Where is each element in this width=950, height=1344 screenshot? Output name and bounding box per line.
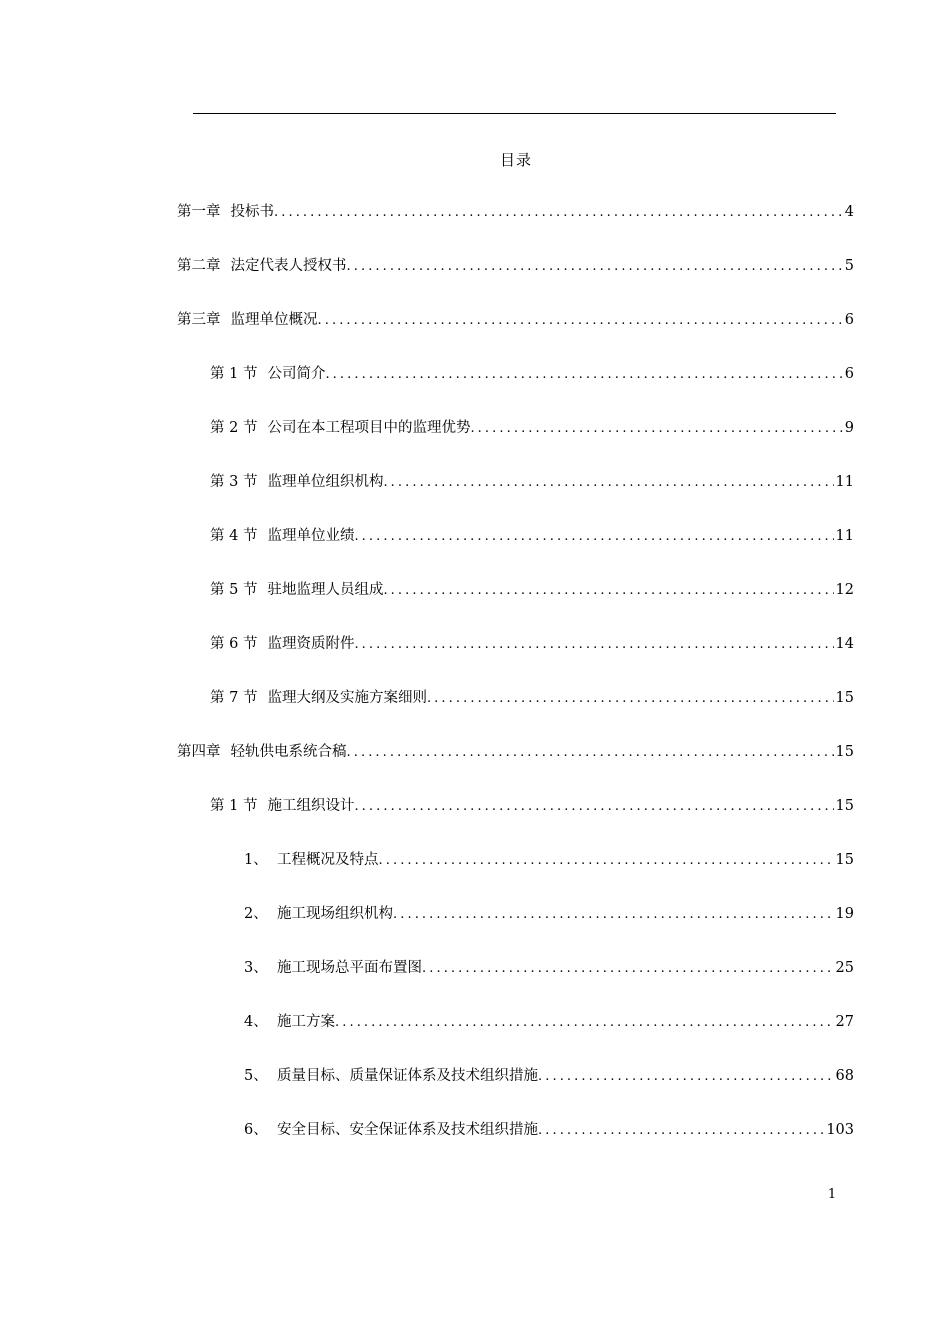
toc-entry-text: 施工现场总平面布置图 <box>277 960 422 976</box>
toc-entry-text: 安全目标、安全保证体系及技术组织措施 <box>277 1122 538 1138</box>
toc-entry-number: 第二章 <box>177 258 221 274</box>
toc-entry[interactable] <box>210 524 854 548</box>
page-number: 1 <box>827 1187 837 1202</box>
toc-entry-number: 第 1 节 <box>210 798 258 814</box>
toc-entry-page: 15 <box>835 852 854 868</box>
toc-dot-leader <box>347 255 843 279</box>
toc-entry-page: 6 <box>844 366 854 382</box>
toc-entry-text: 投标书 <box>230 204 274 220</box>
toc-title: 目录 <box>499 151 532 169</box>
toc-dot-leader <box>538 1065 834 1089</box>
toc-entry-number: 第 3 节 <box>210 474 258 490</box>
toc-entry-label <box>244 902 393 926</box>
toc-entry[interactable] <box>244 956 854 980</box>
toc-dot-leader <box>335 1011 834 1035</box>
toc-entry-number: 3、 <box>244 960 268 976</box>
toc-dot-leader <box>538 1119 824 1143</box>
toc-entry-number: 2、 <box>244 906 268 922</box>
toc-entry-number: 第一章 <box>177 204 221 220</box>
toc-entry-label <box>244 848 379 872</box>
toc-dot-leader <box>318 309 843 333</box>
toc-entry-page: 27 <box>835 1014 854 1030</box>
toc-entry-text: 施工方案 <box>277 1014 335 1030</box>
toc-entry-number: 第 6 节 <box>210 636 258 652</box>
toc-entry-page: 12 <box>835 582 854 598</box>
toc-dot-leader <box>325 363 842 387</box>
toc-entry-number: 1、 <box>244 852 268 868</box>
toc-entry-label <box>210 416 470 440</box>
toc-entry-page: 15 <box>835 744 854 760</box>
toc-entry-number: 第 7 节 <box>210 690 258 706</box>
toc-entry-label <box>210 794 354 818</box>
toc-entry-text: 公司在本工程项目中的监理优势 <box>267 420 471 436</box>
toc-entry-page: 68 <box>835 1068 854 1084</box>
toc-entry-label <box>244 956 422 980</box>
toc-entry-text: 施工现场组织机构 <box>277 906 393 922</box>
toc-entry-number: 第 4 节 <box>210 528 258 544</box>
toc-entry-label <box>177 200 274 224</box>
toc-entry-number: 4、 <box>244 1014 268 1030</box>
toc-dot-leader <box>354 633 833 657</box>
toc-dot-leader <box>427 687 834 711</box>
toc-dot-leader <box>383 579 833 603</box>
toc-entry[interactable] <box>210 416 854 440</box>
header-rule <box>193 113 836 114</box>
toc-entry[interactable] <box>244 902 854 926</box>
toc-entry-number: 第 5 节 <box>210 582 258 598</box>
toc-entry[interactable] <box>177 308 854 332</box>
toc-entry[interactable] <box>244 1010 854 1034</box>
toc-entry-page: 15 <box>835 798 854 814</box>
toc-entry-page: 9 <box>844 420 854 436</box>
toc-entry[interactable] <box>210 470 854 494</box>
toc-entry-page: 103 <box>826 1122 854 1138</box>
toc-entry-label <box>210 470 383 494</box>
toc-entry-label <box>177 254 347 278</box>
toc-entry-label <box>210 578 383 602</box>
toc-entry-text: 公司简介 <box>267 366 326 382</box>
toc-entry-page: 19 <box>835 906 854 922</box>
toc-dot-leader <box>354 525 833 549</box>
toc-entry-label <box>210 686 427 710</box>
toc-entry[interactable] <box>210 578 854 602</box>
toc-entry-text: 工程概况及特点 <box>277 852 379 868</box>
toc-dot-leader <box>393 903 834 927</box>
toc-entry[interactable] <box>244 848 854 872</box>
toc-entry-page: 15 <box>835 690 854 706</box>
toc-entry-page: 4 <box>844 204 854 220</box>
toc-entry-label <box>210 632 354 656</box>
toc-entry-text: 轻轨供电系统合稿 <box>230 744 347 760</box>
toc-entry-number: 5、 <box>244 1068 268 1084</box>
toc-entry-label <box>177 308 318 332</box>
toc-dot-leader <box>383 471 833 495</box>
toc-entry[interactable] <box>177 200 854 224</box>
toc-entry[interactable] <box>210 794 854 818</box>
toc-entry-page: 5 <box>844 258 854 274</box>
toc-dot-leader <box>379 849 834 873</box>
toc-entry[interactable] <box>210 362 854 386</box>
toc-dot-leader <box>274 201 843 225</box>
toc-dot-leader <box>347 741 834 765</box>
toc-entry-number: 第 2 节 <box>210 420 258 436</box>
toc-entry-text: 施工组织设计 <box>267 798 355 814</box>
toc-dot-leader <box>354 795 833 819</box>
toc-entry-text: 监理单位概况 <box>230 312 318 328</box>
toc-entry-page: 14 <box>835 636 854 652</box>
toc-entry-page: 6 <box>844 312 854 328</box>
toc-entry[interactable] <box>244 1118 854 1142</box>
toc-entry[interactable] <box>210 686 854 710</box>
toc-entry-label <box>210 524 354 548</box>
toc-entry-text: 监理大纲及实施方案细则 <box>267 690 427 706</box>
toc-dot-leader <box>470 417 842 441</box>
toc-entry-page: 11 <box>835 528 854 544</box>
toc-entry-label <box>244 1010 335 1034</box>
toc-entry-text: 监理单位业绩 <box>267 528 355 544</box>
toc-entry-label <box>244 1118 538 1142</box>
toc-entry[interactable] <box>177 254 854 278</box>
toc-entry-text: 法定代表人授权书 <box>230 258 347 274</box>
toc-dot-leader <box>422 957 834 981</box>
toc-entry-page: 11 <box>835 474 854 490</box>
toc-entry-label <box>210 362 325 386</box>
toc-entry[interactable] <box>210 632 854 656</box>
toc-entry-number: 6、 <box>244 1122 268 1138</box>
toc-entry[interactable] <box>177 740 854 764</box>
toc-entry-text: 驻地监理人员组成 <box>267 582 384 598</box>
toc-entry[interactable] <box>244 1064 854 1088</box>
toc-entry-number: 第三章 <box>177 312 221 328</box>
toc-entry-text: 质量目标、质量保证体系及技术组织措施 <box>277 1068 538 1084</box>
toc-entry-text: 监理资质附件 <box>267 636 355 652</box>
toc-entry-text: 监理单位组织机构 <box>267 474 384 490</box>
toc-entry-page: 25 <box>835 960 854 976</box>
toc-entry-label <box>244 1064 538 1088</box>
toc-entry-label <box>177 740 347 764</box>
toc-entry-number: 第四章 <box>177 744 221 760</box>
toc-entry-number: 第 1 节 <box>210 366 258 382</box>
